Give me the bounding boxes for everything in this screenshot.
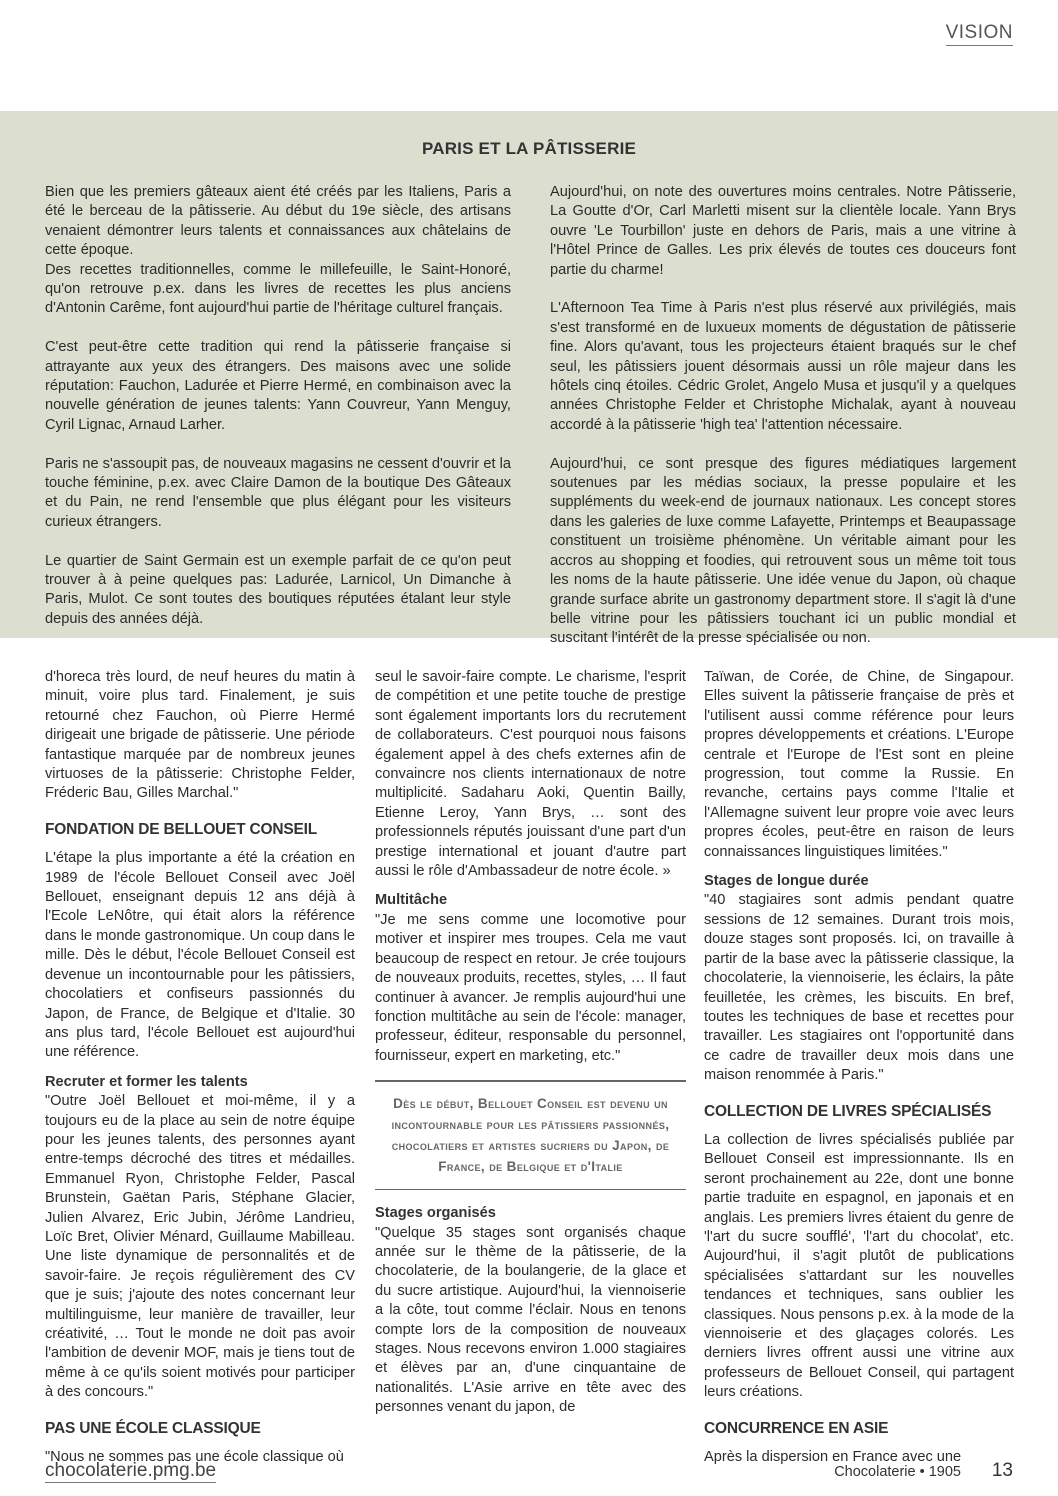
box-column-right <box>550 183 1016 668</box>
body-paragraph: Après la dispersion en France avec une <box>704 1449 962 1466</box>
heading-ecole: PAS UNE ÉCOLE CLASSIQUE <box>45 1419 261 1437</box>
heading-collection: COLLECTION DE LIVRES SPÉCIALISÉS <box>704 1102 992 1120</box>
box-paragraph: Paris ne s'assoupit pas, de nouveaux magasins ne cessent d'ouvrir et la touche féminine, p.ex. avec Claire Damon de la boutique Des Gâteaux et du Pain, ne rend l'ensemble que plus élégant pour les visiteurs curieux étrangers. <box>45 455 511 530</box>
article-column-2 <box>375 668 686 1418</box>
sidebar-box <box>0 111 1058 647</box>
body-paragraph: d'horeca très lourd, de neuf heures du matin à minuit, voire plus tard. Finalement, je suis retourné chez Fauchon, où Pierre Hermé dirigeait une brigade de pâtisserie. Une période fantastique marquée par de nombreux jeunes virtuoses de la pâtisserie: Christophe Felder, Fréderic Bau, Gilles Marchal." <box>45 669 355 802</box>
box-paragraph: L'Afternoon Tea Time à Paris n'est plus réservé aux privilégiés, mais s'est transformé en de luxueux moments de dégustation de pâtisserie fine. Alors qu'avant, tous les projecteurs étaient braqués sur le chef seul, les pâtissiers jouent désormais aussi un rôle majeur dans les hôtels cinq étoiles. Cédric Grolet, Angelo Musa et jusqu'il y a quelques années Christophe Felder et Christophe Michalak, ayant à nouveau accordé à la pâtisserie 'high tea' l'attention nécessaire. <box>550 300 1016 433</box>
body-paragraph: Taïwan, de Corée, de Chine, de Singapour. Elles suivent la pâtisserie française de près et l'utilisent aussi comme référence pour leurs propres développements et créations. L'Europe centrale et l'Europe de l'Est sont en pleine progression, tout comme la Russie. En revanche, certains pays comme l'Italie et l'Allemagne suivent leur propre voie avec leurs propres écoles, peut-être en raison de leurs connaissances linguistiques limitées." <box>704 669 1014 860</box>
footer-magazine-issue: Chocolaterie • 1905 <box>834 1464 961 1480</box>
box-paragraph: Des recettes traditionnelles, comme le millefeuille, le Saint-Honoré, qu'on retrouve p.ex. dans les livres de recettes les plus anciens d'Antonin Carême, font aujourd'hui partie de l'héritage culturel français. <box>45 261 511 317</box>
heading-fondation: FONDATION DE BELLOUET CONSEIL <box>45 820 318 838</box>
box-paragraph: Aujourd'hui, on note des ouvertures moins centrales. Notre Pâtisserie, La Goutte d'Or, Carl Marletti misent sur la clientèle locale. Yann Brys ouvre 'Le Tourbillon' juste en dehors de Paris, mais a une vitrine à l'Hôtel Prince de Galles. Les prix élevés de toutes ces douceurs font partie du charme! <box>550 184 1016 278</box>
box-paragraph: Le quartier de Saint Germain est un exemple parfait de ce qu'on peut trouver à à peine quelques pas: Ladurée, Larnicol, Un Dimanche à Paris, Mulot. Ce sont toutes des boutiques réputées étalant leur style depuis des années déjà. <box>45 552 511 627</box>
page-number: 13 <box>991 1460 1013 1481</box>
pull-quote: Dès le début, Bellouet Conseil est devenu un incontournable pour les pâtissiers passionnés, chocolatiers et artistes sucriers du Japon, de France, de Belgique et d'Italie <box>375 1080 686 1190</box>
footer-url-link[interactable]: chocolaterie.pmg.be <box>45 1460 217 1481</box>
body-paragraph: "Nous ne sommes pas une école classique où <box>45 1449 344 1466</box>
section-label: VISION <box>946 22 1013 46</box>
body-paragraph: seul le savoir-faire compte. Le charisme, l'esprit de compétition et une petite touche de prestige sont également importants lors du recrutement de collaborateurs. C'est pourquoi nous faisons également appel à des chefs externes afin de convaincre nos clients internationaux de notre multiplicité. Sadaharu Aoki, Quentin Bailly, Etienne Leroy, Yann Brys, … sont des professionnels réputés jouissant d'une part d'un prestige international et jouant d'autre part aussi le rôle d'Ambassadeur de notre école. » <box>375 669 686 880</box>
box-paragraph: C'est peut-être cette tradition qui rend la pâtisserie française si attrayante aux yeux des étrangers. Des maisons avec une solide réputation: Fauchon, Ladurée et Pierre Hermé, en combinaison avec la nouvelle génération de jeunes talents: Yann Couvreur, Yann Menguy, Cyril Lignac, Arnaud Larher. <box>45 339 511 433</box>
article-column-3 <box>704 668 1014 1467</box>
box-title: PARIS ET LA PÂTISSERIE <box>421 139 637 158</box>
subheading-recruter: Recruter et former les talents <box>45 1073 248 1090</box>
subheading-multitache: Multitâche <box>375 892 448 909</box>
body-paragraph: L'étape la plus importante a été la création en 1989 de l'école Bellouet Conseil avec Joël Bellouet, enseignant depuis 12 ans déjà à l'Ecole LeNôtre, qui était alors la référence dans le monde gastronomique. Un coup dans le mille. Dès le début, l'école Bellouet Conseil est devenue un incontournable pour les pâtissiers, chocolatiers et confiseurs passionnés du Japon, de France, de Belgique et d'Italie. 30 ans plus tard, l'école Bellouet est aujourd'hui une référence. <box>45 850 355 1061</box>
article-column-1 <box>45 668 355 1467</box>
body-paragraph: "Quelque 35 stages sont organisés chaque année sur le thème de la pâtisserie, de la chocolaterie, de la boulangerie, de la glace et du sucre artistique. Aujourd'hui, la viennoiserie a la côte, tout comme l'éclair. Nous en tenons compte lors de la composition de nouveaux stages. Nous recevons environ 1.000 stagiaires et élèves par an, d'une cinquantaine de nationalités. L'Asie arrive en tête avec des personnes venant du japon, de <box>375 1224 686 1416</box>
subheading-longue-duree: Stages de longue durée <box>704 873 869 890</box>
body-paragraph: "Outre Joël Bellouet et moi-même, il y a toujours eu de la place au sein de notre équipe pour les jeunes talents, des personnes ayant entre-temps décroché des titres et médailles. Emmanuel Ryon, Christophe Felder, Pascal Brunstein, Gaëtan Paris, Stéphane Glacier, Julien Alvarez, Eric Jubin, Jérôme Landrieu, Loïc Bret, Olivier Ménard, Guillaume Mabilleau. Une liste dynamique de personnalités et de savoir-faire. Je reçois régulièrement des CV que je suis; j'ajoute des notes concernant leur multilinguisme, leur manière de travailler, leur créativité, … Tout le monde ne doit pas avoir l'ambition de devenir MOF, mais je tiens tout de même à ce qu'ils soient motivés pour participer à des concours." <box>45 1093 355 1401</box>
box-column-left <box>45 183 511 649</box>
body-paragraph: La collection de livres spécialisés publiée par Bellouet Conseil est impressionnante. Ils en seront prochainement au 22e, dont une bonne partie traduite en espagnol, en japonais et en anglais. Les premiers livres étaient du genre de 'l'art du sucre soufflé', 'l'art du chocolat', etc. Aujourd'hui, il s'agit plutôt de publications spécialisées s'attardant sur les nouvelles tendances et techniques, sans oublier les classiques. Nous pensons p.ex. à la mode de la viennoiserie et des glaçages colorés. Les derniers livres offrent aussi une vitrine aux professeurs de Bellouet Conseil, qui partagent leurs créations. <box>704 1131 1014 1401</box>
subheading-stages: Stages organisés <box>375 1205 496 1222</box>
box-paragraph: Aujourd'hui, ce sont presque des figures médiatiques largement soutenues par les médias sociaux, la presse populaire et les suppléments du week-end de journaux nationaux. Les concept stores dans les galeries de luxe comme Lafayette, Printemps et Beaupassage constituent un troisième phénomène. Un véritable aimant pour les accros au shopping et foodies, qui retrouvent sous un même toit tous les noms de la haute pâtisserie. Une idée venue du Japon, où chaque grande surface abrite un gastronomy department store. Il s'agit là d'une belle vitrine pour les pâtissiers touchant ici un public mondial et suscitant l'intérêt de la presse spécialisée ou non. <box>550 455 1016 647</box>
heading-asie: CONCURRENCE EN ASIE <box>704 1419 889 1437</box>
box-paragraph: Bien que les premiers gâteaux aient été créés par les Italiens, Paris a été le berceau de la pâtisserie. Au début du 19e siècle, des artisans venaient démontrer leurs talents et connaissances aux châtelains de cette époque. <box>45 184 511 259</box>
body-paragraph: "Je me sens comme une locomotive pour motiver et inspirer mes troupes. Cela me vaut beaucoup de respect en retour. Je crée toujours de nouveaux produits, recettes, styles, … Il faut continuer à avancer. Je remplis aujourd'hui une fonction multitâche au sein de l'école: manager, professeur, éditeur, responsable du personnel, fournisseur, expert en marketing, etc." <box>375 911 686 1064</box>
body-paragraph: "40 stagiaires sont admis pendant quatre sessions de 12 semaines. Durant trois mois, douze stages sont proposés. Ici, on travaille à partir de la base avec la pâtisserie classique, la chocolaterie, la viennoiserie, les éclairs, la pâte feuilletée, les crèmes, les biscuits. En bref, toutes les techniques de base et recettes pour travailler. Les stagiaires ont l'opportunité dans ce cadre de travailler deux mois dans une maison renommée à Paris." <box>704 892 1014 1084</box>
